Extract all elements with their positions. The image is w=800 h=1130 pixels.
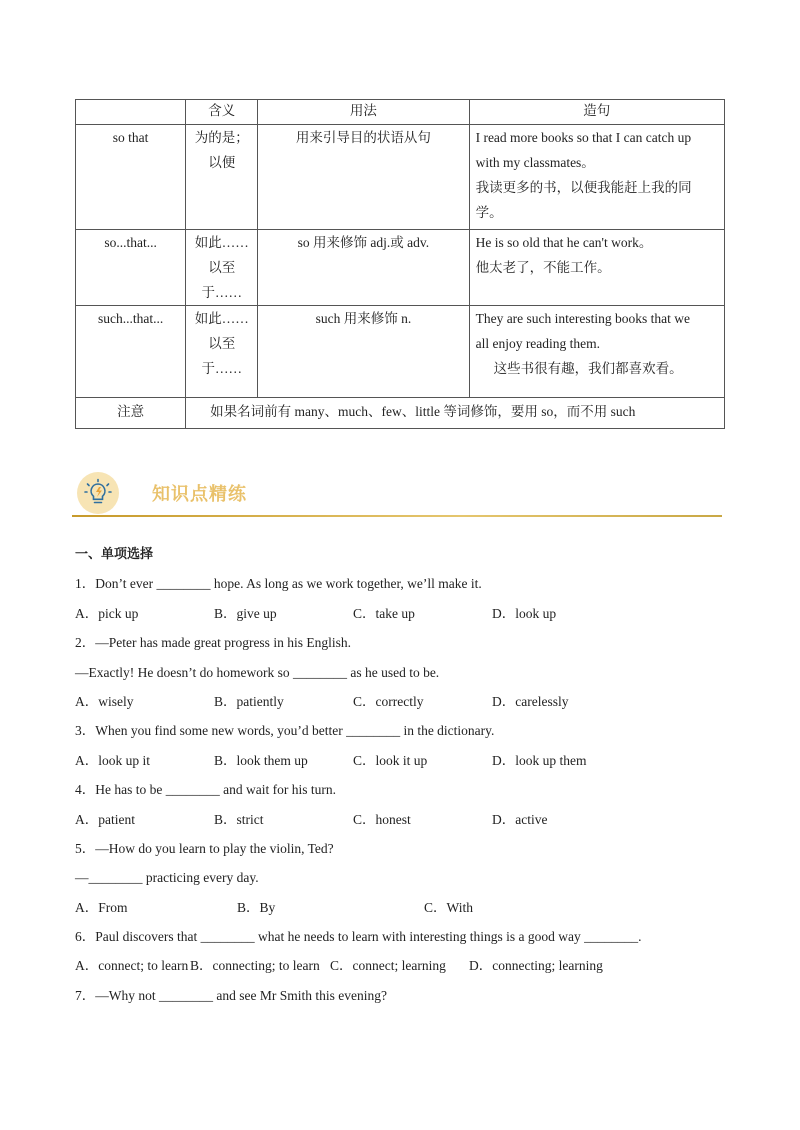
option-c: C．correctly xyxy=(353,693,424,709)
table-row-so-that-clause xyxy=(76,230,725,306)
option-c: C．honest xyxy=(353,811,411,827)
question-1-options xyxy=(75,599,725,628)
example-line: He is so old that he can't work。 xyxy=(475,235,653,250)
option-a: A．connect; to learn xyxy=(75,958,189,974)
option-b: B．look them up xyxy=(214,752,308,768)
question-5-stem: 5．—How do you learn to play the violin, Ted? xyxy=(75,840,334,856)
question-4-stem: 4．He has to be ________ and wait for his turn. xyxy=(75,782,336,798)
question-7-stem: 7．—Why not ________ and see Mr Smith this evening? xyxy=(75,987,387,1003)
option-d: D．look up them xyxy=(492,752,587,768)
usage-cell: so 用来修饰 adj.或 adv. xyxy=(258,230,469,306)
option-d: D．look up xyxy=(492,605,557,621)
example-line: 学。 xyxy=(475,205,503,220)
example-line: 我读更多的书，以便我能赶上我的同 xyxy=(475,180,692,195)
question-5-options xyxy=(75,893,725,922)
option-d: D．connecting; learning xyxy=(469,958,603,974)
example-line: with my classmates。 xyxy=(475,155,595,170)
section-banner xyxy=(72,470,722,520)
table-note-row xyxy=(76,398,725,429)
question-3-options xyxy=(75,746,725,775)
option-b: B．connecting; to learn xyxy=(190,958,320,974)
note-label: 注意 xyxy=(76,398,186,429)
term-cell: such...that... xyxy=(76,306,186,398)
option-c: C．look it up xyxy=(353,752,428,768)
question-2-stem: 2．—Peter has made great progress in his English. xyxy=(75,635,351,651)
question-6-stem: 6．Paul discovers that ________ what he needs to learn with interesting things is a good way ________. xyxy=(75,929,642,945)
question-2-stem-2: —Exactly! He doesn’t do homework so ________ as he used to be. xyxy=(75,664,440,680)
question-4-options xyxy=(75,805,725,834)
example-line: I read more books so that I can catch up xyxy=(475,130,692,145)
term-cell: so...that... xyxy=(76,230,186,306)
header-cell-usage: 用法 xyxy=(258,100,469,125)
option-a: A．pick up xyxy=(75,605,139,621)
note-text: 如果名词前有 many、much、few、little 等词修饰，要用 so，而不用 such xyxy=(186,398,725,429)
option-a: A．From xyxy=(75,899,128,915)
option-b: B．By xyxy=(237,899,276,915)
meaning-cell xyxy=(186,306,258,398)
example-line: 这些书很有趣，我们都喜欢看。 xyxy=(493,361,683,376)
example-cell xyxy=(469,125,724,230)
meaning-line: 以至 xyxy=(208,260,236,275)
meaning-line: 于…… xyxy=(201,285,242,300)
option-c: C．connect; learning xyxy=(330,958,446,974)
table-row-such-that xyxy=(76,306,725,398)
example-line: 他太老了，不能工作。 xyxy=(475,260,611,275)
question-1-stem: 1．Don’t ever ________ hope. As long as we work together, we’ll make it. xyxy=(75,576,482,592)
question-5-stem-2: —________ practicing every day. xyxy=(75,870,259,886)
example-cell xyxy=(469,230,724,306)
section-divider xyxy=(72,515,722,517)
meaning-line: 以至 xyxy=(208,336,236,351)
term-cell: so that xyxy=(76,125,186,230)
meaning-line: 于…… xyxy=(201,361,242,376)
example-line: all enjoy reading them. xyxy=(475,336,601,351)
option-a: A．look up it xyxy=(75,752,151,768)
header-cell-meaning: 含义 xyxy=(186,100,258,125)
usage-cell: such 用来修饰 n. xyxy=(258,306,469,398)
quiz-section xyxy=(75,540,725,1010)
example-cell xyxy=(469,306,724,398)
table-row-so-that xyxy=(76,125,725,230)
meaning-line: 以便 xyxy=(208,155,236,170)
grammar-table xyxy=(75,99,725,429)
header-cell-blank xyxy=(76,100,186,125)
usage-cell: 用来引导目的状语从句 xyxy=(258,125,469,230)
option-a: A．patient xyxy=(75,811,135,827)
meaning-line: 如此…… xyxy=(194,235,249,250)
table-header-row xyxy=(76,100,725,125)
question-6-options xyxy=(75,951,725,980)
option-b: B．patiently xyxy=(214,693,284,709)
option-b: B．give up xyxy=(214,605,277,621)
meaning-cell xyxy=(186,230,258,306)
meaning-line: 为的是； xyxy=(194,130,249,145)
option-d: D．carelessly xyxy=(492,693,569,709)
option-c: C．With xyxy=(424,899,473,915)
meaning-cell xyxy=(186,125,258,230)
example-line: They are such interesting books that we xyxy=(475,311,691,326)
option-b: B．strict xyxy=(214,811,264,827)
question-2-options xyxy=(75,687,725,716)
meaning-line: 如此…… xyxy=(194,311,249,326)
part-heading: 一、单项选择 xyxy=(75,547,154,562)
option-d: D．active xyxy=(492,811,548,827)
option-c: C．take up xyxy=(353,605,415,621)
option-a: A．wisely xyxy=(75,693,134,709)
lightbulb-icon xyxy=(77,472,119,514)
question-3-stem: 3．When you find some new words, you’d better ________ in the dictionary. xyxy=(75,723,495,739)
header-cell-example: 造句 xyxy=(469,100,724,125)
section-title: 知识点精练 xyxy=(152,484,247,505)
